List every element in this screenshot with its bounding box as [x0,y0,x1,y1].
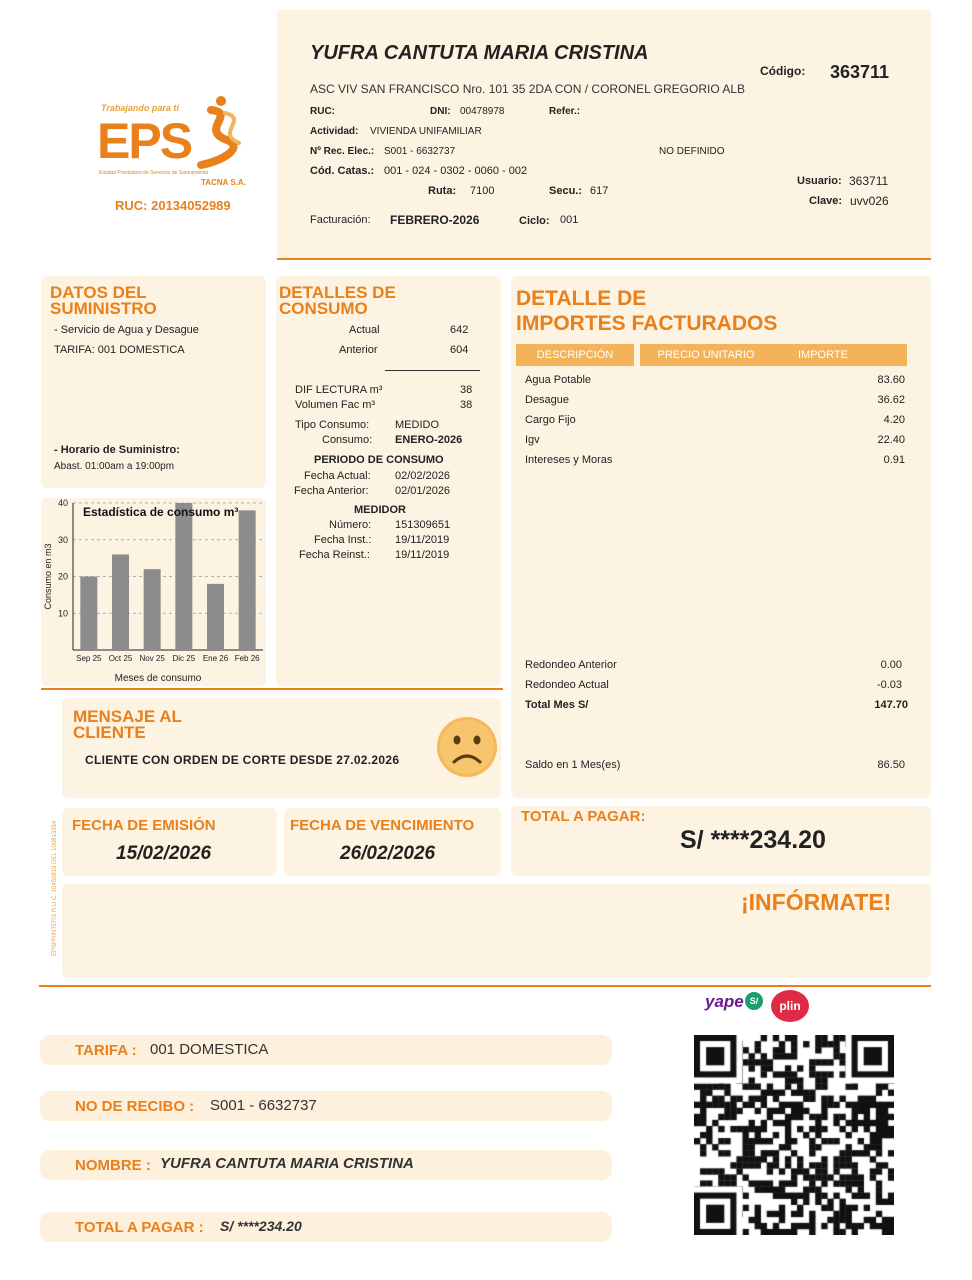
numero-value: 151309651 [395,519,451,531]
informate-title: ¡INFÓRMATE! [741,889,892,915]
suministro-servicio: - Servicio de Agua y Desague [54,324,199,336]
codigo-value: 363711 [830,62,890,82]
consumo-title-2: CONSUMO [279,299,368,318]
ciclo-value: 001 [560,214,579,226]
qr-code-pattern [694,1035,894,1235]
plin-text: plin [779,999,801,1013]
catas-value: 001 - 024 - 0302 - 0060 - 002 [384,165,528,177]
item-desc: Igv [525,434,540,446]
consumo-label: Consumo: [322,434,373,446]
mensaje-title-2: CLIENTE [73,723,146,742]
chart-bar [175,503,192,650]
chart-bar [112,554,129,650]
redondeo-act-label: Redondeo Actual [525,679,609,691]
dni-value: 00478978 [460,106,505,117]
logo-text: EPS [97,113,192,169]
catas-label: Cód. Catas.: [310,165,375,177]
ciclo-label: Ciclo: [519,215,550,227]
footer-tarifa-value: 001 DOMESTICA [150,1041,269,1058]
suministro-tarifa: TARIFA: 001 DOMESTICA [54,344,185,356]
logo-ruc: RUC: 20134052989 [115,198,231,213]
dni-label: DNI: [430,106,451,117]
item-importe: 4.20 [883,414,905,426]
lectura-divider [385,370,480,371]
importes-title-1: DETALLE DE [516,287,647,310]
consumo-value: ENERO-2026 [395,434,463,446]
fecha-anterior-label: Fecha Anterior: [294,485,369,497]
rec-elec-label: Nº Rec. Elec.: [310,146,375,157]
footer-tarifa-label: TARIFA : [75,1042,137,1059]
facturacion-value: FEBRERO-2026 [390,213,480,227]
actividad-value: VIVIENDA UNIFAMILIAR [370,126,482,137]
item-importe: 36.62 [877,394,905,406]
no-definido: NO DEFINIDO [659,146,725,157]
emision-label: FECHA DE EMISIÓN [72,817,216,834]
total-mes-value: 147.70 [874,699,908,711]
saldo-label: Saldo en 1 Mes(es) [525,759,621,771]
fecha-actual-label: Fecha Actual: [304,470,371,482]
inst-label: Fecha Inst.: [314,534,372,546]
logo-swoosh-icon [193,95,253,170]
usuario-label: Usuario: [797,175,842,187]
item-desc: Intereses y Moras [525,454,613,466]
chart-title: Estadística de consumo m³ [83,505,239,519]
redondeo-ant-value: 0.00 [880,659,902,671]
numero-label: Número: [329,519,372,531]
clave-value: uvv026 [850,194,889,208]
plin-logo [771,990,809,1022]
footer-recibo-label: NO DE RECIBO : [75,1098,195,1115]
anterior-label: Anterior [339,344,378,356]
vencimiento-label: FECHA DE VENCIMIENTO [290,817,475,834]
suministro-title-2: SUMINISTRO [50,299,157,318]
chart-x-tick-label: Dic 25 [172,654,196,663]
middle-divider [41,688,503,690]
footer-nombre-label: NOMBRE : [75,1157,151,1174]
total-mes-label: Total Mes S/ [525,699,589,711]
item-desc: Cargo Fijo [525,414,576,426]
chart-y-tick-label: 20 [57,571,68,582]
chart-x-tick-label: Feb 26 [234,654,260,663]
yape-logo [705,992,765,1020]
chart-x-label: Meses de consumo [114,673,202,684]
chart-bar [239,510,256,650]
tipo-value: MEDIDO [395,419,439,431]
refer-label: Refer.: [549,106,581,117]
item-importe: 22.40 [877,434,905,446]
mensaje-text: CLIENTE CON ORDEN DE CORTE DESDE 27.02.2026 [85,753,400,767]
footer-total-value: S/ ****234.20 [220,1218,302,1234]
inst-value: 19/11/2019 [395,534,450,546]
yape-badge-icon: S/ [745,992,763,1010]
redondeo-ant-label: Redondeo Anterior [525,659,617,671]
total-value: S/ ****234.20 [680,826,826,854]
sad-face-icon [436,716,498,778]
col-descripcion: DESCRIPCIÓN [516,344,634,366]
item-importe: 83.60 [877,374,905,386]
address: ASC VIV SAN FRANCISCO Nro. 101 35 2DA CON / CORONEL GREGORIO ALB [310,82,746,96]
customer-name: YUFRA CANTUTA MARIA CRISTINA [310,42,649,64]
reinst-value: 19/11/2019 [395,549,450,561]
periodo-title: PERIODO DE CONSUMO [314,454,444,466]
item-desc: Agua Potable [525,374,592,386]
yape-text: yape [705,992,744,1011]
horario-label: - Horario de Suministro: [54,444,180,456]
header-divider [277,258,931,260]
vencimiento-value: 26/02/2026 [340,843,436,864]
codigo-label: Código: [760,64,806,78]
chart-y-label: Consumo en m3 [43,543,53,610]
chart-bar [144,569,161,650]
emision-value: 15/02/2026 [116,843,212,864]
qr-code [694,1035,894,1235]
consumo-title-1: DETALLES DE [279,283,396,302]
facturacion-label: Facturación: [310,214,371,226]
fecha-actual-value: 02/02/2026 [395,470,451,482]
secu-value: 617 [590,185,609,197]
rec-elec-value: S001 - 6632737 [384,146,456,157]
dif-label: DIF LECTURA m³ [295,384,383,396]
footer-nombre-value: YUFRA CANTUTA MARIA CRISTINA [160,1155,414,1172]
total-label: TOTAL A PAGAR: [521,808,646,825]
importes-title-2: IMPORTES FACTURADOS [516,312,778,335]
chart-y-tick-label: 40 [57,498,68,508]
chart-x-tick-label: Sep 25 [76,654,102,663]
volumen-label: Volumen Fac m³ [295,399,376,411]
logo [95,95,260,220]
col-importe: IMPORTE [772,344,907,366]
item-importe: 0.91 [883,454,905,466]
chart-y-tick-label: 30 [57,534,68,545]
ruc-label: RUC: [310,106,335,117]
side-text: EPSPRINTERS R.U.C. 10450818 DEL 100813354 [52,820,58,956]
chart-y-tick-label: 10 [57,608,68,619]
consumption-chart [41,498,266,686]
logo-subtitle: Entidad Prestadora de Servicios de Saneamiento [99,170,209,176]
saldo-value: 86.50 [877,759,905,771]
horario-value: Abast. 01:00am a 19:00pm [54,461,175,472]
tipo-label: Tipo Consumo: [295,419,370,431]
medidor-title: MEDIDOR [354,504,406,516]
chart-x-tick-label: Oct 25 [108,654,133,663]
anterior-value: 604 [450,344,469,356]
volumen-value: 38 [460,399,473,411]
item-desc: Desague [525,394,570,406]
secu-label: Secu.: [549,185,583,197]
fecha-anterior-value: 02/01/2026 [395,485,451,497]
dif-value: 38 [460,384,473,396]
actual-label: Actual [349,324,380,336]
chart-x-tick-label: Ene 26 [202,654,229,663]
footer-total-label: TOTAL A PAGAR : [75,1219,204,1236]
chart-bar [80,577,97,651]
actividad-label: Actividad: [310,126,359,137]
chart-bar [207,584,224,650]
redondeo-act-value: -0.03 [876,679,902,691]
ruta-value: 7100 [470,185,495,197]
actual-value: 642 [450,324,469,336]
suministro-title-1: DATOS DEL [50,283,147,302]
logo-tagline: Trabajando para ti [101,103,179,113]
footer-recibo-value: S001 - 6632737 [210,1097,317,1114]
ruta-label: Ruta: [428,185,457,197]
usuario-value: 363711 [849,174,889,188]
reinst-label: Fecha Reinst.: [299,549,370,561]
bottom-divider [39,985,931,987]
clave-label: Clave: [809,195,843,207]
mensaje-title-1: MENSAJE AL [73,707,182,726]
logo-city: TACNA S.A. [201,178,246,187]
chart-x-tick-label: Nov 25 [139,654,165,663]
col-precio: PRECIO UNITARIO [640,344,772,366]
